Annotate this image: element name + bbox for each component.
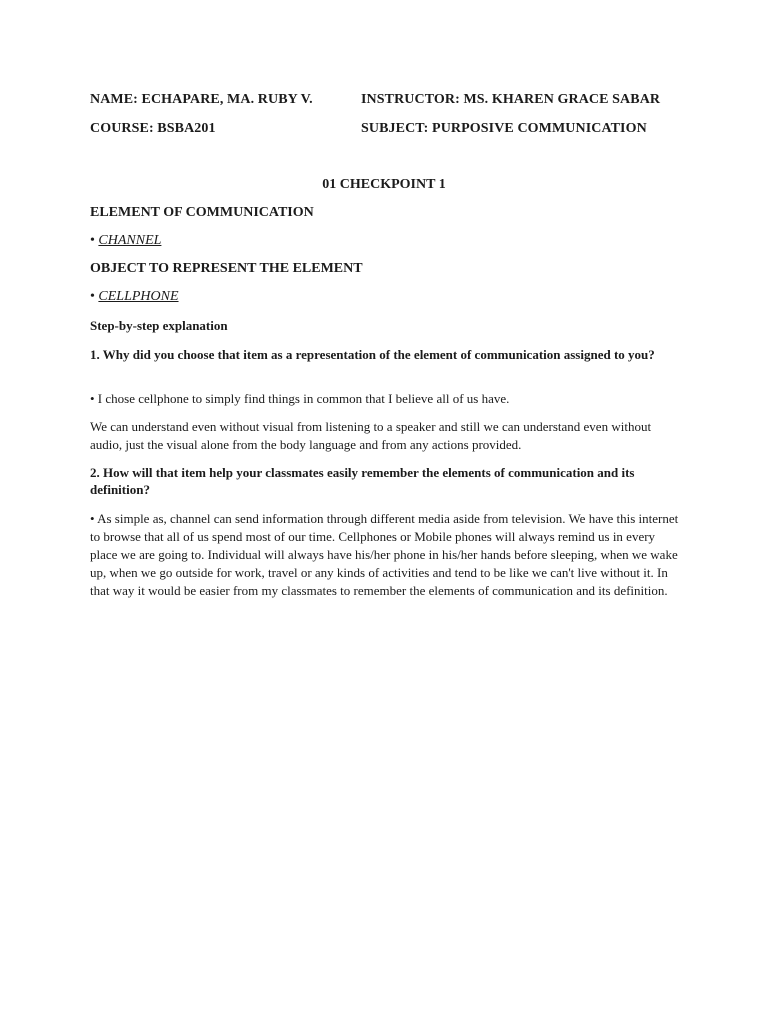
- instructor-name: INSTRUCTOR: MS. KHAREN GRACE SABAR: [361, 92, 661, 107]
- question-1: 1. Why did you choose that item as a representation of the element of communication assigned to you?: [90, 347, 655, 362]
- answer-1-bullet: • I chose cellphone to simply find things in common that I believe all of us have.: [90, 391, 510, 406]
- student-name: NAME: ECHAPARE, MA. RUBY V.: [90, 92, 313, 107]
- course: COURSE: BSBA201: [90, 121, 216, 136]
- bullet: •: [90, 233, 95, 248]
- answer-2-paragraph: • As simple as, channel can send information through different media aside from television. We have this internet to browse that all of us spend most of our time. Cellphones or Mobile phones will always remind us in every place we are going to. Individual will always have his/her phone in his/her hands before sleeping, when we wake up, when we go outside for work, travel or any kinds of activities and tend to be like we can't live without it. In that way it would be easier from my classmates to remember the elements of communication and its definition.: [90, 511, 679, 598]
- answer-1-paragraph: We can understand even without visual from listening to a speaker and still we can understand even without audio, just the visual alone from the body language and from any actions provided.: [90, 419, 652, 452]
- subject: SUBJECT: PURPOSIVE COMMUNICATION: [361, 121, 647, 136]
- element-bullet-item: [90, 233, 161, 249]
- question-2: 2. How will that item help your classmates easily remember the elements of communication and its definition?: [90, 465, 635, 497]
- element-value: CHANNEL: [98, 233, 162, 248]
- object-heading: OBJECT TO REPRESENT THE ELEMENT: [90, 261, 363, 276]
- explanation-label: Step-by-step explanation: [90, 318, 228, 333]
- object-value: CELLPHONE: [98, 289, 179, 304]
- element-heading: ELEMENT OF COMMUNICATION: [90, 205, 314, 220]
- page-title: 01 CHECKPOINT 1: [322, 177, 446, 192]
- bullet: •: [90, 289, 95, 304]
- object-bullet-item: [90, 289, 179, 305]
